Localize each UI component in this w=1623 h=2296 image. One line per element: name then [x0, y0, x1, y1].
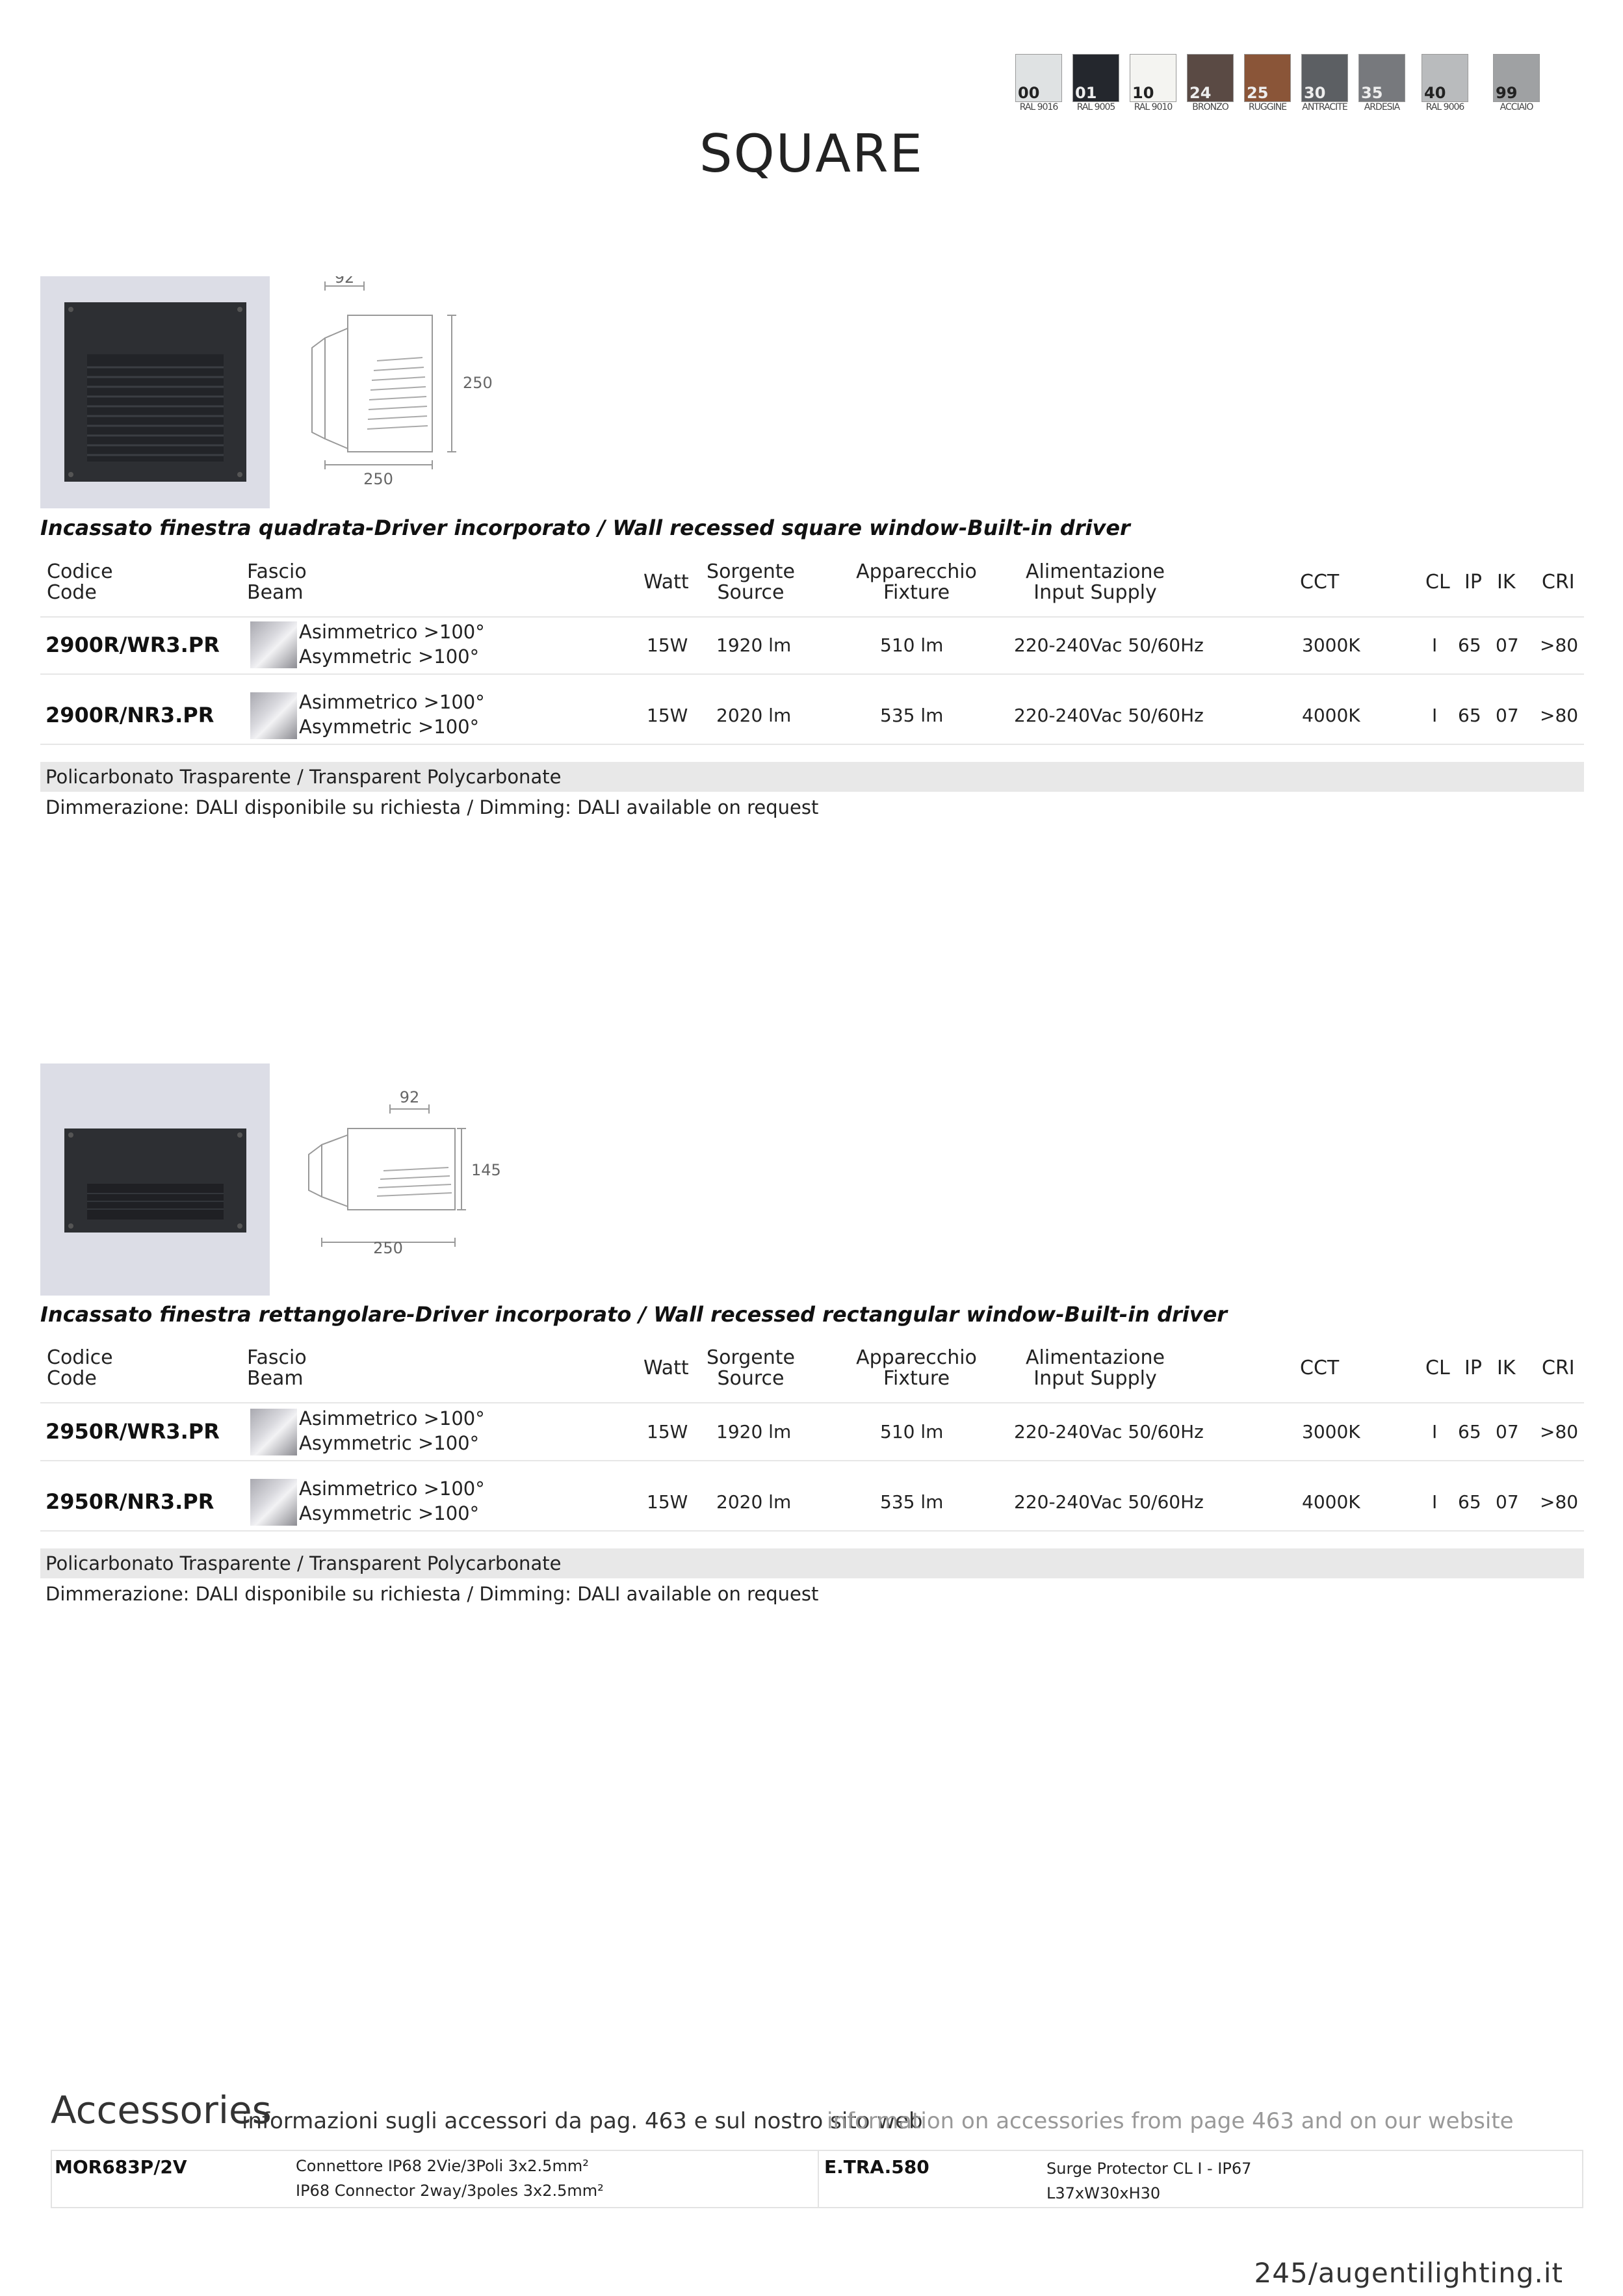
supply-value: 220-240Vac 50/60Hz [1014, 1491, 1204, 1513]
finish-label: RAL 9010 [1134, 102, 1173, 112]
technical-drawing-rectangular [286, 1063, 507, 1281]
ik-value: 07 [1496, 634, 1519, 656]
accessory-code: MOR683P/2V [55, 2156, 187, 2178]
header-ip: IP [1464, 571, 1482, 594]
finish-label: RAL 9005 [1076, 102, 1115, 112]
finish-label: RAL 9006 [1425, 102, 1464, 112]
finish-code: 40 [1424, 84, 1446, 102]
cri-value: >80 [1540, 1491, 1579, 1513]
header-code: Codice Code [47, 560, 113, 604]
cl-value: I [1432, 634, 1438, 656]
accessories-divider [818, 2151, 819, 2207]
header-code: Codice Code [47, 1346, 113, 1390]
finish-code: 30 [1304, 84, 1326, 102]
accessories-title: Accessories [51, 2088, 272, 2132]
finish-swatch-10 [1130, 54, 1176, 102]
product-code: 2950R/NR3.PR [45, 1489, 214, 1514]
header-beam: Fascio Beam [247, 1346, 307, 1390]
finish-swatch-99 [1493, 54, 1540, 102]
fixture-value: 535 lm [880, 1491, 944, 1513]
dim-top: 92 [334, 276, 355, 287]
row-divider [40, 673, 1584, 675]
product-code: 2900R/WR3.PR [45, 633, 220, 657]
finish-label: ANTRACITE [1302, 102, 1347, 112]
product-code: 2950R/WR3.PR [45, 1419, 220, 1444]
cri-value: >80 [1540, 634, 1579, 656]
dim-side: 145 [471, 1161, 501, 1179]
dim-bottom: 250 [363, 470, 393, 488]
section-title: Incassato finestra rettangolare-Driver incorporato / Wall recessed rectangular window-Built-in driver [40, 1302, 1228, 1327]
product-photo-rectangular [40, 1063, 270, 1296]
finish-swatch-01 [1072, 54, 1119, 102]
header-watt: Watt [643, 571, 689, 594]
dim-side: 250 [463, 374, 493, 392]
page-title: SQUARE [699, 124, 924, 184]
fixture-value: 535 lm [880, 705, 944, 726]
header-fixture: Apparecchio Fixture [856, 560, 977, 604]
ip-value: 65 [1458, 1491, 1481, 1513]
cct-value: 3000K [1302, 1421, 1360, 1442]
header-supply: Alimentazione Input Supply [1026, 1346, 1165, 1390]
product-code: 2900R/NR3.PR [45, 703, 214, 727]
ik-value: 07 [1496, 1491, 1519, 1513]
fixture-value: 510 lm [880, 1421, 944, 1442]
header-cl: CL [1425, 571, 1450, 594]
finish-swatch-30 [1301, 54, 1348, 102]
header-fixture: Apparecchio Fixture [856, 1346, 977, 1390]
supply-value: 220-240Vac 50/60Hz [1014, 1421, 1204, 1442]
finish-label: RAL 9016 [1019, 102, 1058, 112]
accessories-subtitle-it: informazioni sugli accessori da pag. 463 e sul nostro sito web [242, 2108, 923, 2134]
finish-code: 35 [1361, 84, 1383, 102]
header-cct: CCT [1300, 1357, 1340, 1379]
asymmetric-beam-icon [250, 692, 297, 739]
finish-label: ACCIAIO [1500, 102, 1533, 112]
supply-value: 220-240Vac 50/60Hz [1014, 634, 1204, 656]
header-cri: CRI [1542, 1357, 1575, 1379]
fixture-value: 510 lm [880, 634, 944, 656]
page-footer: 245/augentilighting.it [1254, 2257, 1563, 2289]
cl-value: I [1432, 705, 1438, 726]
dim-bottom: 250 [373, 1239, 403, 1257]
ip-value: 65 [1458, 705, 1481, 726]
finish-code: 01 [1075, 84, 1097, 102]
header-source: Sorgente Source [707, 1346, 795, 1390]
header-ik: IK [1497, 1357, 1516, 1379]
watt-value: 15W [647, 1491, 688, 1513]
header-supply: Alimentazione Input Supply [1026, 560, 1165, 604]
beam-description: Asimmetrico >100° Asymmetric >100° [299, 1407, 485, 1454]
asymmetric-beam-icon [250, 1409, 297, 1455]
cct-value: 4000K [1302, 705, 1360, 726]
accessory-code: E.TRA.580 [824, 2156, 929, 2178]
finish-swatch-25 [1244, 54, 1291, 102]
source-value: 2020 lm [716, 705, 792, 726]
beam-description: Asimmetrico >100° Asymmetric >100° [299, 621, 485, 668]
finish-swatch-40 [1422, 54, 1468, 102]
finish-label: BRONZO [1192, 102, 1228, 112]
finish-swatch-00 [1015, 54, 1062, 102]
cl-value: I [1432, 1491, 1438, 1513]
finish-label: RUGGINE [1248, 102, 1287, 112]
ik-value: 07 [1496, 1421, 1519, 1442]
finish-code: 24 [1189, 84, 1212, 102]
material-note: Policarbonato Trasparente / Transparent Polycarbonate [45, 766, 562, 788]
ik-value: 07 [1496, 705, 1519, 726]
row-divider [40, 616, 1584, 618]
beam-description: Asimmetrico >100° Asymmetric >100° [299, 691, 485, 738]
header-beam: Fascio Beam [247, 560, 307, 604]
finish-swatch-35 [1358, 54, 1405, 102]
finish-code: 10 [1132, 84, 1154, 102]
accessory-description: Surge Protector CL I - IP67 L37xW30xH30 [1046, 2159, 1252, 2202]
asymmetric-beam-icon [250, 1479, 297, 1526]
technical-drawing-square [286, 276, 507, 493]
accessories-table [51, 2150, 1583, 2208]
watt-value: 15W [647, 705, 688, 726]
beam-description: Asimmetrico >100° Asymmetric >100° [299, 1478, 485, 1524]
header-ik: IK [1497, 571, 1516, 594]
rectangular-fixture-image [40, 1063, 270, 1296]
cl-value: I [1432, 1421, 1438, 1442]
header-watt: Watt [643, 1357, 689, 1379]
product-photo-square [40, 276, 270, 508]
dim-top: 92 [399, 1088, 420, 1106]
header-source: Sorgente Source [707, 560, 795, 604]
row-divider [40, 744, 1584, 745]
row-divider [40, 1402, 1584, 1403]
accessories-subtitle-en: information on accessories from page 463 and on our website [827, 2108, 1514, 2134]
dimming-note: Dimmerazione: DALI disponibile su richiesta / Dimming: DALI available on request [45, 796, 819, 818]
cct-value: 3000K [1302, 634, 1360, 656]
finish-swatch-24 [1187, 54, 1234, 102]
accessory-description: Connettore IP68 2Vie/3Poli 3x2.5mm² IP68 Connector 2way/3poles 3x2.5mm² [296, 2157, 604, 2200]
header-ip: IP [1464, 1357, 1482, 1379]
row-divider [40, 1460, 1584, 1461]
watt-value: 15W [647, 1421, 688, 1442]
cri-value: >80 [1540, 705, 1579, 726]
row-divider [40, 1530, 1584, 1532]
header-cct: CCT [1300, 571, 1340, 594]
header-cri: CRI [1542, 571, 1575, 594]
dimming-note: Dimmerazione: DALI disponibile su richiesta / Dimming: DALI available on request [45, 1583, 819, 1605]
finish-code: 25 [1247, 84, 1269, 102]
header-cl: CL [1425, 1357, 1450, 1379]
square-fixture-image [40, 276, 270, 508]
cri-value: >80 [1540, 1421, 1579, 1442]
supply-value: 220-240Vac 50/60Hz [1014, 705, 1204, 726]
section-title: Incassato finestra quadrata-Driver incorporato / Wall recessed square window-Built-in driver [40, 515, 1130, 540]
material-note: Policarbonato Trasparente / Transparent Polycarbonate [45, 1552, 562, 1574]
source-value: 1920 lm [716, 1421, 792, 1442]
source-value: 1920 lm [716, 634, 792, 656]
watt-value: 15W [647, 634, 688, 656]
cct-value: 4000K [1302, 1491, 1360, 1513]
ip-value: 65 [1458, 634, 1481, 656]
finish-code: 99 [1496, 84, 1518, 102]
asymmetric-beam-icon [250, 621, 297, 668]
ip-value: 65 [1458, 1421, 1481, 1442]
source-value: 2020 lm [716, 1491, 792, 1513]
finish-label: ARDESIA [1364, 102, 1400, 112]
finish-code: 00 [1018, 84, 1040, 102]
